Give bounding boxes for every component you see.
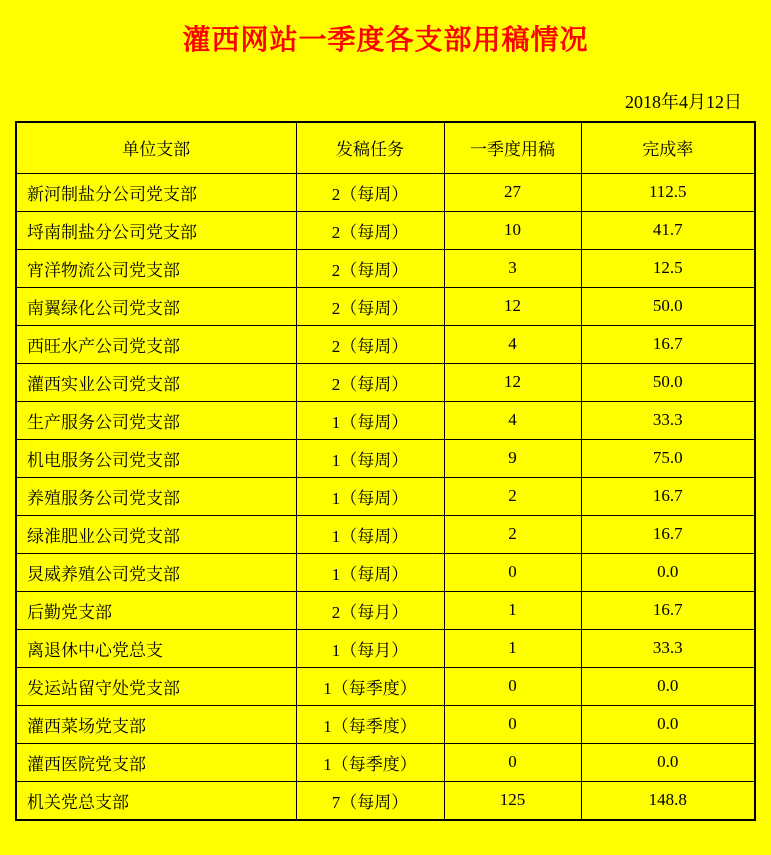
table-row xyxy=(16,477,755,515)
quarter-usage-cell: 0 xyxy=(444,705,581,743)
unit-branch-cell: 南翼绿化公司党支部 xyxy=(16,287,296,325)
unit-branch-cell: 绿淮肥业公司党支部 xyxy=(16,515,296,553)
quarter-usage-cell: 0 xyxy=(444,667,581,705)
table-header-row xyxy=(16,122,755,174)
unit-branch-cell: 新河制盐分公司党支部 xyxy=(16,173,296,211)
table-row xyxy=(16,705,755,743)
completion-rate-cell: 0.0 xyxy=(581,667,755,705)
completion-rate-cell: 41.7 xyxy=(581,211,755,249)
quarter-usage-cell: 0 xyxy=(444,743,581,781)
publish-task-cell: 2（每周） xyxy=(296,173,444,211)
unit-branch-cell: 机关党总支部 xyxy=(16,781,296,820)
table-row xyxy=(16,363,755,401)
publish-task-cell: 2（每周） xyxy=(296,249,444,287)
unit-branch-cell: 灌西菜场党支部 xyxy=(16,705,296,743)
publish-task-cell: 1（每季度） xyxy=(296,705,444,743)
completion-rate-cell: 33.3 xyxy=(581,401,755,439)
completion-rate-cell: 50.0 xyxy=(581,287,755,325)
table-row xyxy=(16,629,755,667)
quarter-usage-cell: 2 xyxy=(444,515,581,553)
publish-task-cell: 1（每季度） xyxy=(296,743,444,781)
unit-branch-cell: 灌西实业公司党支部 xyxy=(16,363,296,401)
table-row xyxy=(16,667,755,705)
table-row xyxy=(16,553,755,591)
publish-task-cell: 7（每周） xyxy=(296,781,444,820)
unit-branch-cell: 西旺水产公司党支部 xyxy=(16,325,296,363)
quarter-usage-cell: 9 xyxy=(444,439,581,477)
completion-rate-cell: 0.0 xyxy=(581,705,755,743)
table-row xyxy=(16,249,755,287)
table-body xyxy=(16,173,755,820)
header-unit-branch: 单位支部 xyxy=(16,122,296,174)
table-row xyxy=(16,781,755,820)
table-row xyxy=(16,287,755,325)
publish-task-cell: 2（每周） xyxy=(296,287,444,325)
table-row xyxy=(16,743,755,781)
table-row xyxy=(16,401,755,439)
unit-branch-cell: 炅威养殖公司党支部 xyxy=(16,553,296,591)
completion-rate-cell: 148.8 xyxy=(581,781,755,820)
completion-rate-cell: 0.0 xyxy=(581,743,755,781)
completion-rate-cell: 16.7 xyxy=(581,591,755,629)
table-row xyxy=(16,515,755,553)
quarter-usage-cell: 1 xyxy=(444,629,581,667)
table-row xyxy=(16,591,755,629)
publish-task-cell: 2（每周） xyxy=(296,211,444,249)
unit-branch-cell: 发运站留守处党支部 xyxy=(16,667,296,705)
completion-rate-cell: 112.5 xyxy=(581,173,755,211)
completion-rate-cell: 0.0 xyxy=(581,553,755,591)
unit-branch-cell: 养殖服务公司党支部 xyxy=(16,477,296,515)
publish-task-cell: 2（每周） xyxy=(296,325,444,363)
header-completion-rate: 完成率 xyxy=(581,122,755,174)
quarter-usage-cell: 10 xyxy=(444,211,581,249)
quarter-usage-cell: 12 xyxy=(444,363,581,401)
page-title: 灌西网站一季度各支部用稿情况 xyxy=(182,25,589,56)
quarter-usage-cell: 125 xyxy=(444,781,581,820)
quarter-usage-cell: 27 xyxy=(444,173,581,211)
quarter-usage-cell: 2 xyxy=(444,477,581,515)
publish-task-cell: 1（每周） xyxy=(296,515,444,553)
table-row xyxy=(16,325,755,363)
report-date: 2018年4月12日 xyxy=(625,91,742,112)
unit-branch-cell: 灌西医院党支部 xyxy=(16,743,296,781)
quarter-usage-cell: 3 xyxy=(444,249,581,287)
usage-report-table xyxy=(15,121,756,821)
publish-task-cell: 2（每月） xyxy=(296,591,444,629)
completion-rate-cell: 12.5 xyxy=(581,249,755,287)
publish-task-cell: 1（每月） xyxy=(296,629,444,667)
completion-rate-cell: 50.0 xyxy=(581,363,755,401)
publish-task-cell: 1（每周） xyxy=(296,401,444,439)
publish-task-cell: 2（每周） xyxy=(296,363,444,401)
unit-branch-cell: 离退休中心党总支 xyxy=(16,629,296,667)
completion-rate-cell: 16.7 xyxy=(581,515,755,553)
publish-task-cell: 1（每周） xyxy=(296,477,444,515)
completion-rate-cell: 33.3 xyxy=(581,629,755,667)
quarter-usage-cell: 0 xyxy=(444,553,581,591)
quarter-usage-cell: 4 xyxy=(444,325,581,363)
unit-branch-cell: 机电服务公司党支部 xyxy=(16,439,296,477)
header-quarter-usage: 一季度用稿 xyxy=(444,122,581,174)
completion-rate-cell: 16.7 xyxy=(581,325,755,363)
table-row xyxy=(16,439,755,477)
quarter-usage-cell: 12 xyxy=(444,287,581,325)
header-publish-task: 发稿任务 xyxy=(296,122,444,174)
unit-branch-cell: 宵洋物流公司党支部 xyxy=(16,249,296,287)
completion-rate-cell: 75.0 xyxy=(581,439,755,477)
completion-rate-cell: 16.7 xyxy=(581,477,755,515)
quarter-usage-cell: 4 xyxy=(444,401,581,439)
publish-task-cell: 1（每周） xyxy=(296,553,444,591)
publish-task-cell: 1（每季度） xyxy=(296,667,444,705)
table-row xyxy=(16,173,755,211)
table-row xyxy=(16,211,755,249)
quarter-usage-cell: 1 xyxy=(444,591,581,629)
unit-branch-cell: 生产服务公司党支部 xyxy=(16,401,296,439)
publish-task-cell: 1（每周） xyxy=(296,439,444,477)
unit-branch-cell: 埒南制盐分公司党支部 xyxy=(16,211,296,249)
unit-branch-cell: 后勤党支部 xyxy=(16,591,296,629)
